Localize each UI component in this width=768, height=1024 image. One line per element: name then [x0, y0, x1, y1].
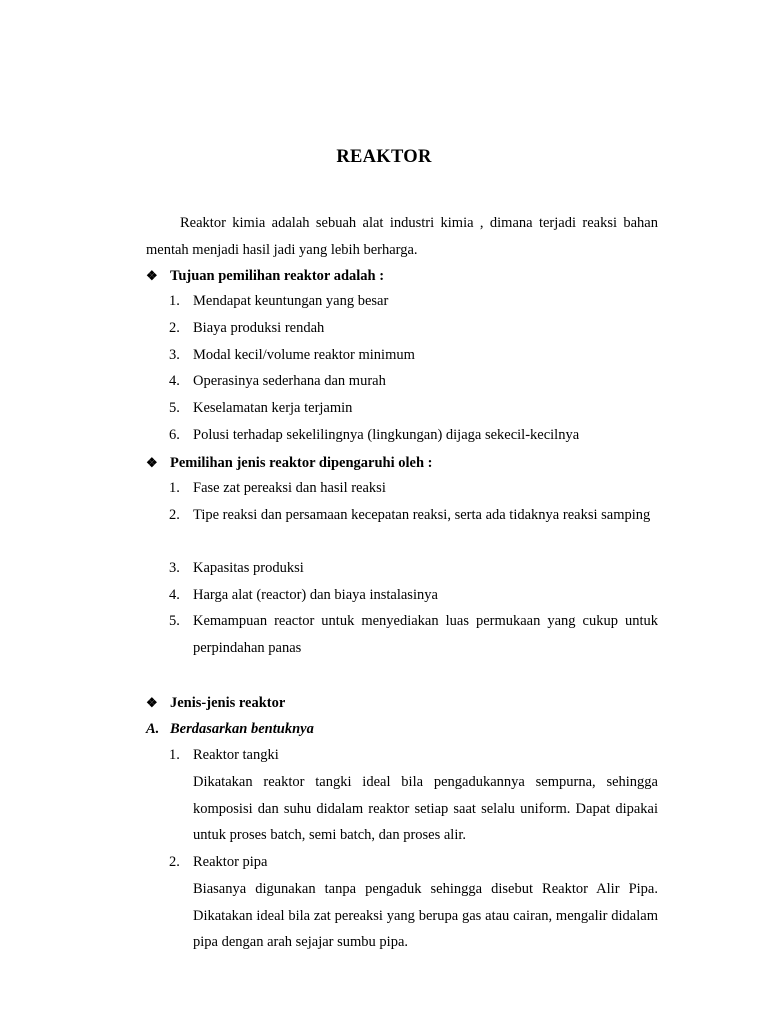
list-item: 1. Reaktor tangki [169, 747, 279, 763]
diamond-bullet-icon: ❖ [146, 268, 158, 283]
page-title: REAKTOR [336, 147, 432, 167]
intro-text: Reaktor kimia adalah sebuah alat industri kimia , dimana terjadi reaksi bahan mentah menjadi hasil jadi yang lebih berharga. [146, 215, 658, 258]
list-item: 2. Tipe reaksi dan persamaan kecepatan reaksi, serta ada tidaknya reaksi samping [169, 507, 651, 523]
diamond-bullet-icon: ❖ [146, 695, 158, 710]
list-item: 6. Polusi terhadap sekelilingnya (lingkungan) dijaga sekecil-kecilnya [169, 427, 580, 443]
item-description: Biasanya digunakan tanpa pengaduk sehingga disebut Reaktor Alir Pipa. Dikatakan ideal bila zat pereaksi yang berupa gas atau cairan, mengalir didalam pipa dengan arah sejajar sumbu pipa. [193, 881, 658, 951]
list-item: 5. Kemampuan reactor untuk menyediakan luas permukaan yang cukup untuk perpindahan panas [169, 613, 658, 656]
list-item: 2. Reaktor pipa [169, 854, 268, 870]
intro-paragraph [146, 210, 658, 263]
section-heading-text: Jenis-jenis reaktor [170, 695, 286, 711]
section-heading-pemilihan [146, 453, 658, 473]
subsection-heading [146, 719, 658, 739]
item-description: Dikatakan reaktor tangki ideal bila pengadukannya sempurna, sehingga komposisi dan suhu didalam reaktor setiap saat selalu uniform. Dapat dipakai untuk proses batch, semi batch, dan proses alir. [193, 774, 658, 844]
list-item: 1. Fase zat pereaksi dan hasil reaksi [169, 480, 386, 496]
subsection-letter: A. [146, 721, 160, 737]
subsection-heading-text: Berdasarkan bentuknya [170, 721, 314, 737]
diamond-bullet-icon: ❖ [146, 455, 158, 470]
section-heading-text: Pemilihan jenis reaktor dipengaruhi oleh : [170, 455, 433, 471]
list-item: 5. Keselamatan kerja terjamin [169, 400, 353, 416]
list-item: 3. Kapasitas produksi [169, 560, 304, 576]
list-item: 1. Mendapat keuntungan yang besar [169, 293, 389, 309]
list-item: 2. Biaya produksi rendah [169, 320, 325, 336]
list-item: 4. Operasinya sederhana dan murah [169, 373, 386, 389]
section-heading-tujuan [146, 266, 658, 286]
list-item: 4. Harga alat (reactor) dan biaya instalasinya [169, 587, 438, 603]
list-item: 3. Modal kecil/volume reaktor minimum [169, 347, 415, 363]
section-heading-jenis [146, 693, 658, 713]
section-heading-text: Tujuan pemilihan reaktor adalah : [170, 268, 385, 284]
